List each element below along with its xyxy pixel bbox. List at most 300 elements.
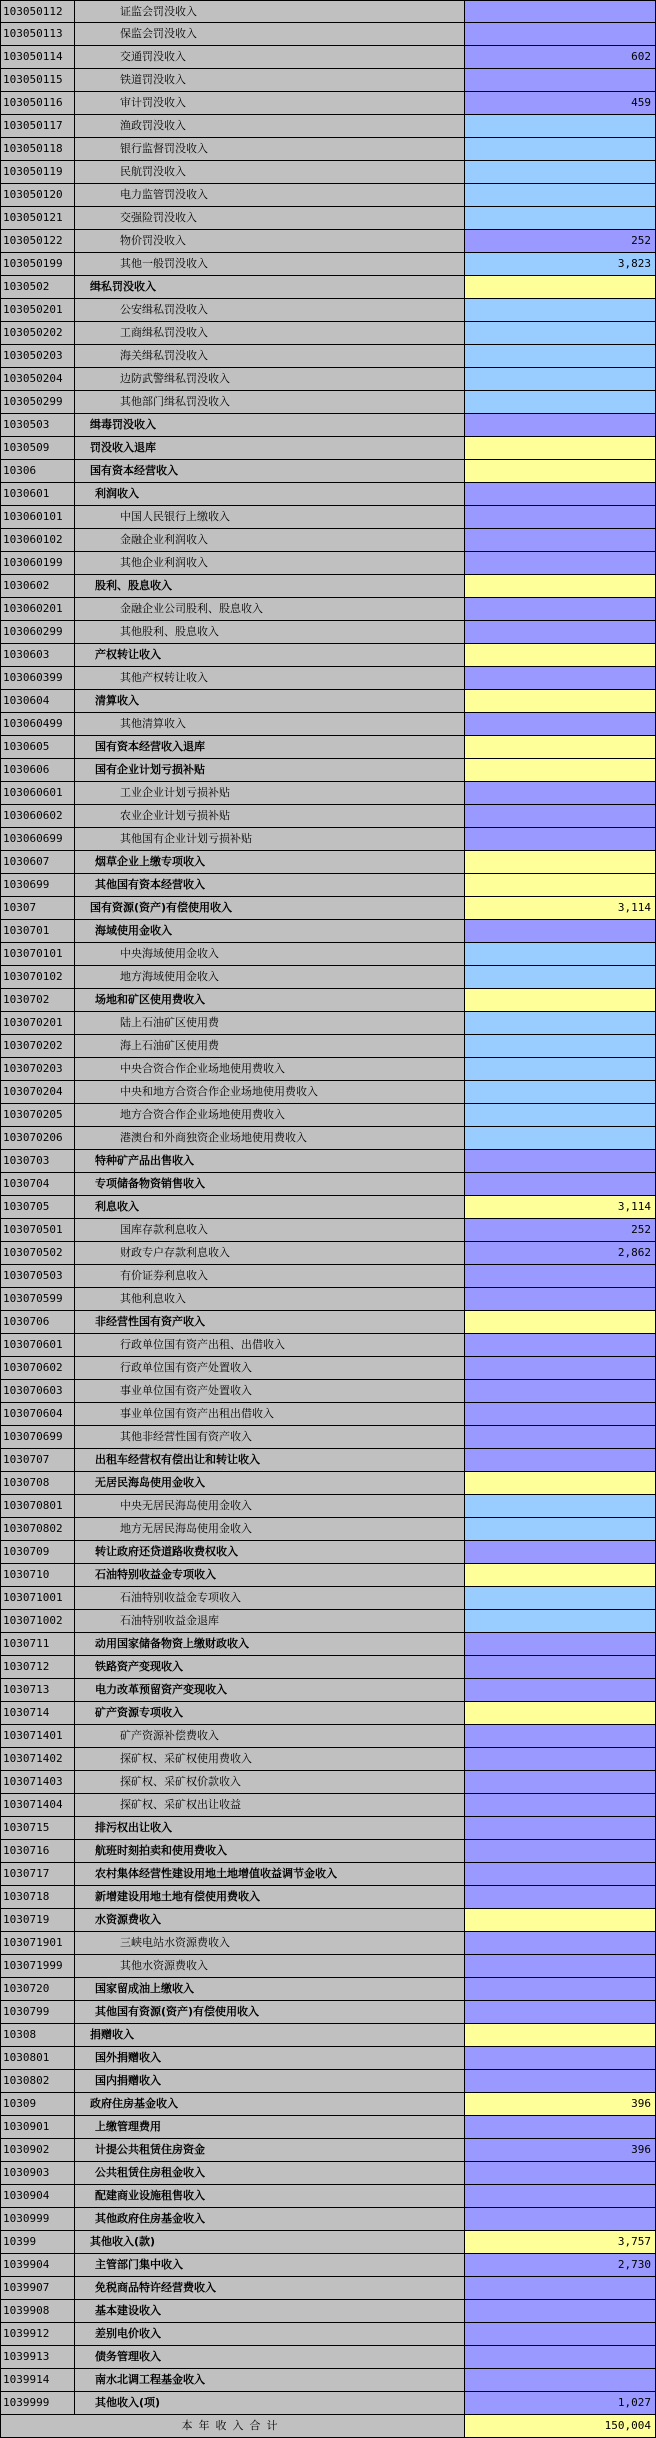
- row-name[interactable]: 公安缉私罚没收入: [75, 299, 465, 322]
- row-value[interactable]: [465, 1955, 656, 1978]
- row-code[interactable]: 103070204: [0, 1081, 75, 1104]
- row-code[interactable]: 103070603: [0, 1380, 75, 1403]
- row-code[interactable]: 103050201: [0, 299, 75, 322]
- row-value[interactable]: [465, 1771, 656, 1794]
- row-name[interactable]: 国有资本经营收入: [75, 460, 465, 483]
- row-code[interactable]: 1030706: [0, 1311, 75, 1334]
- row-code[interactable]: 103070206: [0, 1127, 75, 1150]
- row-name[interactable]: 中央无居民海岛使用金收入: [75, 1495, 465, 1518]
- row-name[interactable]: 转让政府还贷道路收费权收入: [75, 1541, 465, 1564]
- total-value[interactable]: 150,004: [465, 2415, 656, 2438]
- row-value[interactable]: [465, 1127, 656, 1150]
- row-value[interactable]: [465, 1702, 656, 1725]
- row-code[interactable]: 103070801: [0, 1495, 75, 1518]
- row-code[interactable]: 1030902: [0, 2139, 75, 2162]
- row-name[interactable]: 国内捐赠收入: [75, 2070, 465, 2093]
- row-name[interactable]: 其他政府住房基金收入: [75, 2208, 465, 2231]
- row-code[interactable]: 103070699: [0, 1426, 75, 1449]
- row-name[interactable]: 南水北调工程基金收入: [75, 2369, 465, 2392]
- row-name[interactable]: 其他部门缉私罚没收入: [75, 391, 465, 414]
- row-name[interactable]: 免税商品特许经营费收入: [75, 2277, 465, 2300]
- row-name[interactable]: 陆上石油矿区使用费: [75, 1012, 465, 1035]
- row-name[interactable]: 航班时刻拍卖和使用费收入: [75, 1840, 465, 1863]
- row-code[interactable]: 1030710: [0, 1564, 75, 1587]
- row-code[interactable]: 1039914: [0, 2369, 75, 2392]
- row-code[interactable]: 103070502: [0, 1242, 75, 1265]
- row-value[interactable]: [465, 2185, 656, 2208]
- row-value[interactable]: [465, 2001, 656, 2024]
- row-code[interactable]: 1030502: [0, 276, 75, 299]
- row-name[interactable]: 债务管理收入: [75, 2346, 465, 2369]
- row-name[interactable]: 事业单位国有资产出租出借收入: [75, 1403, 465, 1426]
- row-code[interactable]: 1030709: [0, 1541, 75, 1564]
- row-name[interactable]: 非经营性国有资产收入: [75, 1311, 465, 1334]
- row-name[interactable]: 矿产资源补偿费收入: [75, 1725, 465, 1748]
- row-code[interactable]: 1030712: [0, 1656, 75, 1679]
- row-name[interactable]: 其他股利、股息收入: [75, 621, 465, 644]
- row-code[interactable]: 103060499: [0, 713, 75, 736]
- row-name[interactable]: 有价证券利息收入: [75, 1265, 465, 1288]
- row-value[interactable]: [465, 1150, 656, 1173]
- row-name[interactable]: 地方合资合作企业场地使用费收入: [75, 1104, 465, 1127]
- row-value[interactable]: [465, 2346, 656, 2369]
- row-code[interactable]: 103060299: [0, 621, 75, 644]
- row-value[interactable]: [465, 759, 656, 782]
- row-value[interactable]: [465, 23, 656, 46]
- row-name[interactable]: 上缴管理费用: [75, 2116, 465, 2139]
- row-value[interactable]: [465, 1426, 656, 1449]
- row-value[interactable]: [465, 1288, 656, 1311]
- row-value[interactable]: [465, 690, 656, 713]
- row-name[interactable]: 探矿权、采矿权使用费收入: [75, 1748, 465, 1771]
- row-value[interactable]: [465, 0, 656, 23]
- row-value[interactable]: [465, 506, 656, 529]
- row-code[interactable]: 103071901: [0, 1932, 75, 1955]
- row-value[interactable]: [465, 2070, 656, 2093]
- row-code[interactable]: 1030605: [0, 736, 75, 759]
- row-value[interactable]: [465, 1311, 656, 1334]
- total-label[interactable]: 本年收入合计: [0, 2415, 465, 2438]
- row-value[interactable]: [465, 2116, 656, 2139]
- row-name[interactable]: 中央海域使用金收入: [75, 943, 465, 966]
- row-name[interactable]: 差别电价收入: [75, 2323, 465, 2346]
- row-code[interactable]: 1030602: [0, 575, 75, 598]
- row-value[interactable]: [465, 138, 656, 161]
- row-value[interactable]: [465, 460, 656, 483]
- row-name[interactable]: 股利、股息收入: [75, 575, 465, 598]
- row-value[interactable]: [465, 920, 656, 943]
- row-code[interactable]: 103050119: [0, 161, 75, 184]
- row-name[interactable]: 中国人民银行上缴收入: [75, 506, 465, 529]
- row-code[interactable]: 1039912: [0, 2323, 75, 2346]
- row-name[interactable]: 行政单位国有资产出租、出借收入: [75, 1334, 465, 1357]
- row-value[interactable]: [465, 644, 656, 667]
- row-name[interactable]: 利润收入: [75, 483, 465, 506]
- row-name[interactable]: 民航罚没收入: [75, 161, 465, 184]
- row-name[interactable]: 地方海域使用金收入: [75, 966, 465, 989]
- row-value[interactable]: [465, 1725, 656, 1748]
- row-code[interactable]: 1030708: [0, 1472, 75, 1495]
- row-name[interactable]: 地方无居民海岛使用金收入: [75, 1518, 465, 1541]
- row-code[interactable]: 1030503: [0, 414, 75, 437]
- row-code[interactable]: 103070102: [0, 966, 75, 989]
- row-code[interactable]: 103050112: [0, 0, 75, 23]
- row-code[interactable]: 1030701: [0, 920, 75, 943]
- row-value[interactable]: [465, 1909, 656, 1932]
- row-name[interactable]: 水资源费收入: [75, 1909, 465, 1932]
- row-name[interactable]: 电力改革预留资产变现收入: [75, 1679, 465, 1702]
- row-code[interactable]: 1039908: [0, 2300, 75, 2323]
- row-value[interactable]: [465, 1886, 656, 1909]
- row-name[interactable]: 其他国有资源(资产)有偿使用收入: [75, 2001, 465, 2024]
- row-code[interactable]: 1030699: [0, 874, 75, 897]
- row-name[interactable]: 政府住房基金收入: [75, 2093, 465, 2116]
- row-value[interactable]: [465, 1472, 656, 1495]
- row-name[interactable]: 海上石油矿区使用费: [75, 1035, 465, 1058]
- row-value[interactable]: [465, 1104, 656, 1127]
- row-name[interactable]: 农村集体经营性建设用地土地增值收益调节金收入: [75, 1863, 465, 1886]
- row-name[interactable]: 财政专户存款利息收入: [75, 1242, 465, 1265]
- row-value[interactable]: [465, 1817, 656, 1840]
- row-code[interactable]: 103071403: [0, 1771, 75, 1794]
- row-code[interactable]: 103050120: [0, 184, 75, 207]
- row-value[interactable]: [465, 1748, 656, 1771]
- row-value[interactable]: [465, 1656, 656, 1679]
- row-code[interactable]: 1030607: [0, 851, 75, 874]
- row-value[interactable]: [465, 1610, 656, 1633]
- row-name[interactable]: 基本建设收入: [75, 2300, 465, 2323]
- row-name[interactable]: 矿产资源专项收入: [75, 1702, 465, 1725]
- row-name[interactable]: 渔政罚没收入: [75, 115, 465, 138]
- row-name[interactable]: 农业企业计划亏损补贴: [75, 805, 465, 828]
- row-code[interactable]: 103071002: [0, 1610, 75, 1633]
- row-code[interactable]: 103070802: [0, 1518, 75, 1541]
- row-value[interactable]: [465, 322, 656, 345]
- row-name[interactable]: 探矿权、采矿权出让收益: [75, 1794, 465, 1817]
- row-name[interactable]: 其他一般罚没收入: [75, 253, 465, 276]
- row-code[interactable]: 103050115: [0, 69, 75, 92]
- row-code[interactable]: 1030601: [0, 483, 75, 506]
- row-value[interactable]: [465, 552, 656, 575]
- row-code[interactable]: 1039904: [0, 2254, 75, 2277]
- row-code[interactable]: 103070601: [0, 1334, 75, 1357]
- row-name[interactable]: 利息收入: [75, 1196, 465, 1219]
- row-name[interactable]: 边防武警缉私罚没收入: [75, 368, 465, 391]
- row-value[interactable]: 396: [465, 2093, 656, 2116]
- row-value[interactable]: [465, 1794, 656, 1817]
- row-name[interactable]: 其他收入(款): [75, 2231, 465, 2254]
- row-code[interactable]: 103071402: [0, 1748, 75, 1771]
- row-name[interactable]: 石油特别收益金专项收入: [75, 1564, 465, 1587]
- row-name[interactable]: 三峡电站水资源费收入: [75, 1932, 465, 1955]
- row-code[interactable]: 103050122: [0, 230, 75, 253]
- row-value[interactable]: 3,757: [465, 2231, 656, 2254]
- row-code[interactable]: 103050118: [0, 138, 75, 161]
- row-code[interactable]: 103071404: [0, 1794, 75, 1817]
- row-value[interactable]: [465, 1403, 656, 1426]
- row-value[interactable]: 3,114: [465, 897, 656, 920]
- row-value[interactable]: [465, 1978, 656, 2001]
- row-value[interactable]: [465, 276, 656, 299]
- row-value[interactable]: [465, 529, 656, 552]
- row-value[interactable]: [465, 115, 656, 138]
- row-code[interactable]: 10309: [0, 2093, 75, 2116]
- row-value[interactable]: [465, 943, 656, 966]
- row-value[interactable]: [465, 828, 656, 851]
- row-name[interactable]: 石油特别收益金专项收入: [75, 1587, 465, 1610]
- row-code[interactable]: 10306: [0, 460, 75, 483]
- row-code[interactable]: 1030799: [0, 2001, 75, 2024]
- row-value[interactable]: [465, 2300, 656, 2323]
- row-code[interactable]: 1030904: [0, 2185, 75, 2208]
- row-name[interactable]: 配建商业设施租售收入: [75, 2185, 465, 2208]
- row-value[interactable]: [465, 1840, 656, 1863]
- row-code[interactable]: 1030603: [0, 644, 75, 667]
- row-name[interactable]: 其他企业利润收入: [75, 552, 465, 575]
- row-value[interactable]: [465, 207, 656, 230]
- row-name[interactable]: 计提公共租赁住房资金: [75, 2139, 465, 2162]
- row-name[interactable]: 清算收入: [75, 690, 465, 713]
- row-name[interactable]: 其他非经营性国有资产收入: [75, 1426, 465, 1449]
- row-value[interactable]: [465, 184, 656, 207]
- row-code[interactable]: 1030509: [0, 437, 75, 460]
- row-code[interactable]: 1030702: [0, 989, 75, 1012]
- row-code[interactable]: 1030714: [0, 1702, 75, 1725]
- row-code[interactable]: 1030606: [0, 759, 75, 782]
- row-value[interactable]: [465, 1449, 656, 1472]
- row-code[interactable]: 1030703: [0, 1150, 75, 1173]
- row-value[interactable]: [465, 1541, 656, 1564]
- row-code[interactable]: 1030711: [0, 1633, 75, 1656]
- row-name[interactable]: 缉私罚没收入: [75, 276, 465, 299]
- row-value[interactable]: [465, 391, 656, 414]
- row-value[interactable]: [465, 2208, 656, 2231]
- row-name[interactable]: 烟草企业上缴专项收入: [75, 851, 465, 874]
- row-value[interactable]: [465, 713, 656, 736]
- row-name[interactable]: 物价罚没收入: [75, 230, 465, 253]
- row-value[interactable]: [465, 575, 656, 598]
- row-value[interactable]: [465, 437, 656, 460]
- row-value[interactable]: 459: [465, 92, 656, 115]
- row-name[interactable]: 探矿权、采矿权价款收入: [75, 1771, 465, 1794]
- row-code[interactable]: 103060601: [0, 782, 75, 805]
- row-name[interactable]: 国库存款利息收入: [75, 1219, 465, 1242]
- row-name[interactable]: 电力监管罚没收入: [75, 184, 465, 207]
- row-code[interactable]: 1030713: [0, 1679, 75, 1702]
- row-value[interactable]: [465, 1265, 656, 1288]
- row-value[interactable]: [465, 1633, 656, 1656]
- row-code[interactable]: 1030704: [0, 1173, 75, 1196]
- row-code[interactable]: 103071001: [0, 1587, 75, 1610]
- row-value[interactable]: [465, 598, 656, 621]
- row-name[interactable]: 产权转让收入: [75, 644, 465, 667]
- row-name[interactable]: 交通罚没收入: [75, 46, 465, 69]
- row-name[interactable]: 其他利息收入: [75, 1288, 465, 1311]
- row-value[interactable]: [465, 667, 656, 690]
- row-value[interactable]: [465, 2323, 656, 2346]
- row-name[interactable]: 铁路资产变现收入: [75, 1656, 465, 1679]
- row-value[interactable]: 396: [465, 2139, 656, 2162]
- row-code[interactable]: 1039913: [0, 2346, 75, 2369]
- row-code[interactable]: 103050203: [0, 345, 75, 368]
- row-value[interactable]: [465, 368, 656, 391]
- row-value[interactable]: 602: [465, 46, 656, 69]
- row-value[interactable]: [465, 1932, 656, 1955]
- row-value[interactable]: 252: [465, 1219, 656, 1242]
- row-name[interactable]: 证监会罚没收入: [75, 0, 465, 23]
- row-name[interactable]: 工业企业计划亏损补贴: [75, 782, 465, 805]
- row-value[interactable]: [465, 69, 656, 92]
- row-name[interactable]: 国家留成油上缴收入: [75, 1978, 465, 2001]
- row-value[interactable]: 2,862: [465, 1242, 656, 1265]
- row-code[interactable]: 103060199: [0, 552, 75, 575]
- row-code[interactable]: 103060602: [0, 805, 75, 828]
- row-code[interactable]: 103060399: [0, 667, 75, 690]
- row-name[interactable]: 港澳台和外商独资企业场地使用费收入: [75, 1127, 465, 1150]
- row-name[interactable]: 审计罚没收入: [75, 92, 465, 115]
- row-code[interactable]: 1030716: [0, 1840, 75, 1863]
- row-code[interactable]: 103050199: [0, 253, 75, 276]
- row-name[interactable]: 国外捐赠收入: [75, 2047, 465, 2070]
- row-code[interactable]: 103070101: [0, 943, 75, 966]
- row-value[interactable]: 2,730: [465, 2254, 656, 2277]
- row-value[interactable]: [465, 1587, 656, 1610]
- row-value[interactable]: 252: [465, 230, 656, 253]
- row-name[interactable]: 排污权出让收入: [75, 1817, 465, 1840]
- row-name[interactable]: 中央和地方合资合作企业场地使用费收入: [75, 1081, 465, 1104]
- row-code[interactable]: 103060101: [0, 506, 75, 529]
- row-value[interactable]: [465, 1380, 656, 1403]
- row-name[interactable]: 其他收入(项): [75, 2392, 465, 2415]
- row-code[interactable]: 103060699: [0, 828, 75, 851]
- row-value[interactable]: 3,823: [465, 253, 656, 276]
- row-code[interactable]: 103050113: [0, 23, 75, 46]
- row-code[interactable]: 1030903: [0, 2162, 75, 2185]
- row-name[interactable]: 银行监督罚没收入: [75, 138, 465, 161]
- row-code[interactable]: 1030720: [0, 1978, 75, 2001]
- row-code[interactable]: 103060102: [0, 529, 75, 552]
- row-code[interactable]: 103050202: [0, 322, 75, 345]
- row-name[interactable]: 特种矿产品出售收入: [75, 1150, 465, 1173]
- row-code[interactable]: 1030705: [0, 1196, 75, 1219]
- row-value[interactable]: [465, 345, 656, 368]
- row-name[interactable]: 国有企业计划亏损补贴: [75, 759, 465, 782]
- row-value[interactable]: [465, 874, 656, 897]
- row-name[interactable]: 工商缉私罚没收入: [75, 322, 465, 345]
- row-value[interactable]: [465, 483, 656, 506]
- row-value[interactable]: [465, 1035, 656, 1058]
- row-value[interactable]: [465, 1495, 656, 1518]
- row-value[interactable]: [465, 1357, 656, 1380]
- row-name[interactable]: 铁道罚没收入: [75, 69, 465, 92]
- row-code[interactable]: 10399: [0, 2231, 75, 2254]
- row-value[interactable]: [465, 1564, 656, 1587]
- row-name[interactable]: 公共租赁住房租金收入: [75, 2162, 465, 2185]
- row-name[interactable]: 交强险罚没收入: [75, 207, 465, 230]
- row-value[interactable]: [465, 1863, 656, 1886]
- row-name[interactable]: 海关缉私罚没收入: [75, 345, 465, 368]
- row-value[interactable]: [465, 1012, 656, 1035]
- row-value[interactable]: 3,114: [465, 1196, 656, 1219]
- row-name[interactable]: 其他清算收入: [75, 713, 465, 736]
- row-value[interactable]: [465, 299, 656, 322]
- row-name[interactable]: 国有资本经营收入退库: [75, 736, 465, 759]
- row-code[interactable]: 1030715: [0, 1817, 75, 1840]
- row-code[interactable]: 103050114: [0, 46, 75, 69]
- row-name[interactable]: 金融企业利润收入: [75, 529, 465, 552]
- row-name[interactable]: 石油特别收益金退库: [75, 1610, 465, 1633]
- row-code[interactable]: 103050121: [0, 207, 75, 230]
- row-code[interactable]: 103070503: [0, 1265, 75, 1288]
- row-name[interactable]: 其他国有资本经营收入: [75, 874, 465, 897]
- row-name[interactable]: 其他水资源费收入: [75, 1955, 465, 1978]
- row-name[interactable]: 出租车经营权有偿出让和转让收入: [75, 1449, 465, 1472]
- row-value[interactable]: [465, 989, 656, 1012]
- row-name[interactable]: 主管部门集中收入: [75, 2254, 465, 2277]
- row-code[interactable]: 10308: [0, 2024, 75, 2047]
- row-value[interactable]: [465, 414, 656, 437]
- row-code[interactable]: 1030802: [0, 2070, 75, 2093]
- row-value[interactable]: [465, 2024, 656, 2047]
- row-name[interactable]: 中央合资合作企业场地使用费收入: [75, 1058, 465, 1081]
- row-value[interactable]: [465, 966, 656, 989]
- row-code[interactable]: 103070202: [0, 1035, 75, 1058]
- row-value[interactable]: [465, 1679, 656, 1702]
- row-name[interactable]: 新增建设用地土地有偿使用费收入: [75, 1886, 465, 1909]
- row-name[interactable]: 金融企业公司股利、股息收入: [75, 598, 465, 621]
- row-code[interactable]: 103050116: [0, 92, 75, 115]
- row-code[interactable]: 103070501: [0, 1219, 75, 1242]
- row-value[interactable]: [465, 2277, 656, 2300]
- row-value[interactable]: [465, 2369, 656, 2392]
- row-value[interactable]: [465, 161, 656, 184]
- row-value[interactable]: [465, 782, 656, 805]
- row-code[interactable]: 103071999: [0, 1955, 75, 1978]
- row-code[interactable]: 103070602: [0, 1357, 75, 1380]
- row-name[interactable]: 动用国家储备物资上缴财政收入: [75, 1633, 465, 1656]
- row-code[interactable]: 103070205: [0, 1104, 75, 1127]
- row-value[interactable]: [465, 736, 656, 759]
- row-code[interactable]: 103050299: [0, 391, 75, 414]
- row-name[interactable]: 缉毒罚没收入: [75, 414, 465, 437]
- row-value[interactable]: [465, 2162, 656, 2185]
- row-name[interactable]: 捐赠收入: [75, 2024, 465, 2047]
- row-code[interactable]: 1039999: [0, 2392, 75, 2415]
- row-name[interactable]: 海域使用金收入: [75, 920, 465, 943]
- row-name[interactable]: 专项储备物资销售收入: [75, 1173, 465, 1196]
- row-code[interactable]: 103050117: [0, 115, 75, 138]
- row-code[interactable]: 1030719: [0, 1909, 75, 1932]
- row-code[interactable]: 10307: [0, 897, 75, 920]
- row-value[interactable]: [465, 1173, 656, 1196]
- row-code[interactable]: 103050204: [0, 368, 75, 391]
- row-name[interactable]: 行政单位国有资产处置收入: [75, 1357, 465, 1380]
- row-value[interactable]: [465, 1081, 656, 1104]
- row-value[interactable]: [465, 1058, 656, 1081]
- row-name[interactable]: 事业单位国有资产处置收入: [75, 1380, 465, 1403]
- row-code[interactable]: 1030901: [0, 2116, 75, 2139]
- row-value[interactable]: 1,027: [465, 2392, 656, 2415]
- row-code[interactable]: 1030604: [0, 690, 75, 713]
- row-name[interactable]: 保监会罚没收入: [75, 23, 465, 46]
- row-value[interactable]: [465, 621, 656, 644]
- row-name[interactable]: 场地和矿区使用费收入: [75, 989, 465, 1012]
- row-value[interactable]: [465, 2047, 656, 2070]
- row-code[interactable]: 103071401: [0, 1725, 75, 1748]
- row-code[interactable]: 1030718: [0, 1886, 75, 1909]
- row-code[interactable]: 1030801: [0, 2047, 75, 2070]
- row-value[interactable]: [465, 851, 656, 874]
